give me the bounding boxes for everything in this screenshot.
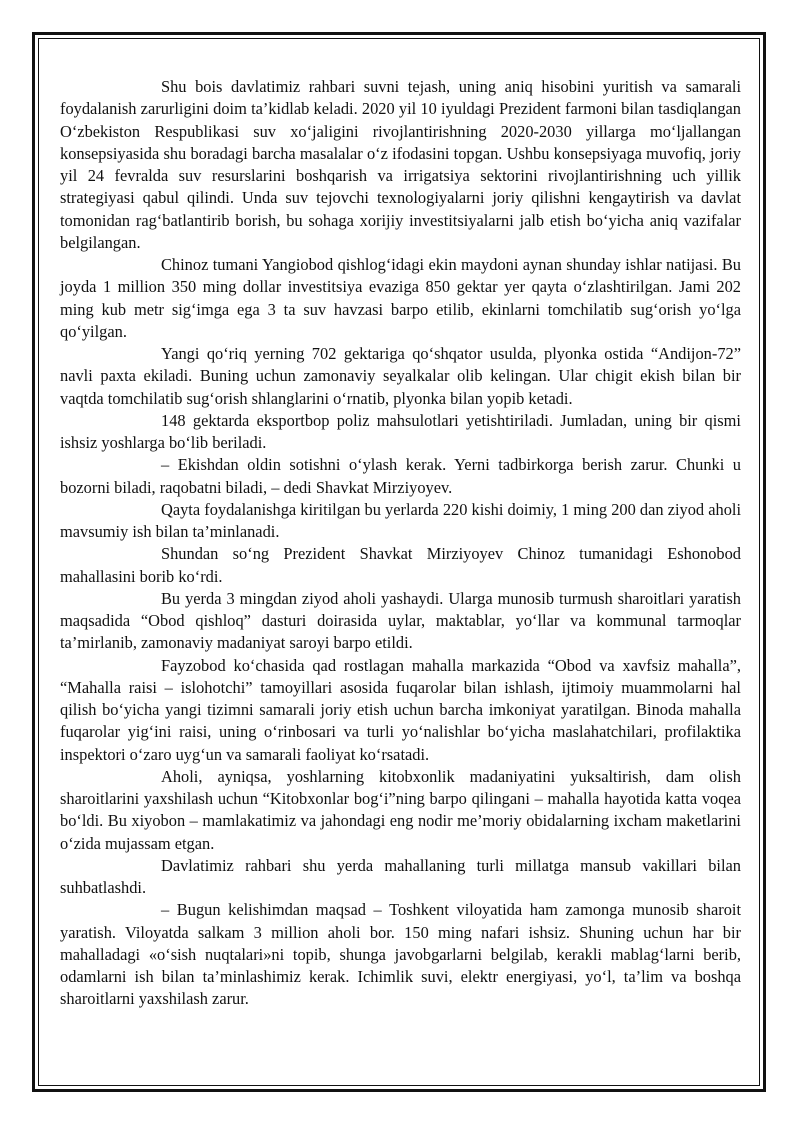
paragraph: – Ekishdan oldin sotishni o‘ylash kerak. Yerni tadbirkorga berish zarur. Chunki u bozorni biladi, raqobatni biladi, – dedi Shavkat Mirziyoyev.: [60, 455, 741, 497]
paragraph: Aholi, ayniqsa, yoshlarning kitobxonlik madaniyatini yuksaltirish, dam olish sharoitlarini yaxshilash uchun “Kitobxonlar bog‘i”ning barpo qilingani – mahalla hayotida katta voqea bo‘ldi. Bu xiyobon – mamlakatimiz va jahondagi eng nodir me’moriy obidalarning ixcham maketlarini o‘zida mujassam etgan.: [60, 766, 741, 853]
document-body: [60, 76, 741, 1011]
paragraph: Qayta foydalanishga kiritilgan bu yerlarda 220 kishi doimiy, 1 ming 200 dan ziyod aholi mavsumiy ish bilan ta’minlanadi.: [60, 499, 741, 541]
paragraph: Chinoz tumani Yangiobod qishlog‘idagi ekin maydoni aynan shunday ishlar natijasi. Bu joyda 1 million 350 ming dollar investitsiya evaziga 850 gektar yer qayta o‘zlashtirilgan. Jami 202 ming kub metr sig‘imga ega 3 ta suv havzasi barpo etilib, ekinlarni tomchilatib sug‘orish yo‘lga qo‘yilgan.: [60, 255, 741, 341]
paragraph: Davlatimiz rahbari shu yerda mahallaning turli millatga mansub vakillari bilan suhbatlashdi.: [60, 855, 741, 897]
paragraph: 148 gektarda eksportbop poliz mahsulotlari yetishtiriladi. Jumladan, uning bir qismi ishsiz yoshlarga bo‘lib beriladi.: [60, 410, 741, 452]
paragraph: Shu bois davlatimiz rahbari suvni tejash, uning aniq hisobini yuritish va samarali foydalanish zarurligini doim ta’kidlab keladi. 2020 yil 10 iyuldagi Prezident farmoni bilan tasdiqlangan O‘zbekiston Respublikasi suv xo‘jaligini rivojlantirishning 2020-2030 yillarga mo‘ljallangan konsepsiyasida shu boradagi barcha masalalar o‘z ifodasini topgan. Ushbu konsepsiyaga muvofiq, joriy yil 24 fevralda suv resurslarini boshqarish va irrigatsiya sektorini rivojlantirishning uch yillik strategiyasi qabul qilindi. Unda suv tejovchi texnologiyalarni joriy qilishni kengaytirish va davlat tomonidan rag‘batlantirib borish, bu sohaga xorijiy investitsiyalarni jalb etish bo‘yicha aniq vazifalar belgilangan.: [60, 77, 741, 252]
paragraph: Bu yerda 3 mingdan ziyod aholi yashaydi. Ularga munosib turmush sharoitlari yaratish maqsadida “Obod qishloq” dasturi doirasida uylar, maktablar, yo‘llar va kommunal tarmoqlar ta’mirlanib, zamonaviy madaniyat saroyi barpo etildi.: [60, 588, 741, 653]
paragraph: Fayzobod ko‘chasida qad rostlagan mahalla markazida “Obod va xavfsiz mahalla”, “Mahalla raisi – islohotchi” tamoyillari asosida fuqarolar bilan ishlash, ijtimoiy muammolarni hal qilish bo‘yicha yangi tizimni samarali joriy etish uchun barcha imkoniyat yaratilgan. Binoda mahalla fuqarolar yig‘ini raisi, uning o‘rinbosari va turli yo‘nalishlar bo‘yicha maslahatchilari, profilaktika inspektori o‘zaro uyg‘un va samarali faoliyat ko‘rsatadi.: [60, 655, 741, 764]
paragraph: Shundan so‘ng Prezident Shavkat Mirziyoyev Chinoz tumanidagi Eshonobod mahallasini borib ko‘rdi.: [60, 544, 741, 586]
paragraph: – Bugun kelishimdan maqsad – Toshkent viloyatida ham zamonga munosib sharoit yaratish. Viloyatda salkam 3 million aholi bor. 150 ming nafari ishsiz. Shuning uchun har bir mahalladagi «o‘sish nuqtalari»ni topib, shunga javobgarlarni belgilab, kerakli mablag‘larni berib, odamlarni ish bilan ta’minlashimiz kerak. Ichimlik suvi, elektr energiyasi, yo‘l, ta’lim va boshqa sharoitlarni yaxshilash zarur.: [60, 900, 741, 1009]
paragraph: Yangi qo‘riq yerning 702 gektariga qo‘shqator usulda, plyonka ostida “Andijon-72” navli paxta ekiladi. Buning uchun zamonaviy seyalkalar olib kelingan. Ular chigit ekish bilan bir vaqtda tomchilatib sug‘orish shlanglarini o‘rnatib, plyonka bilan yopib ketadi.: [60, 344, 741, 408]
